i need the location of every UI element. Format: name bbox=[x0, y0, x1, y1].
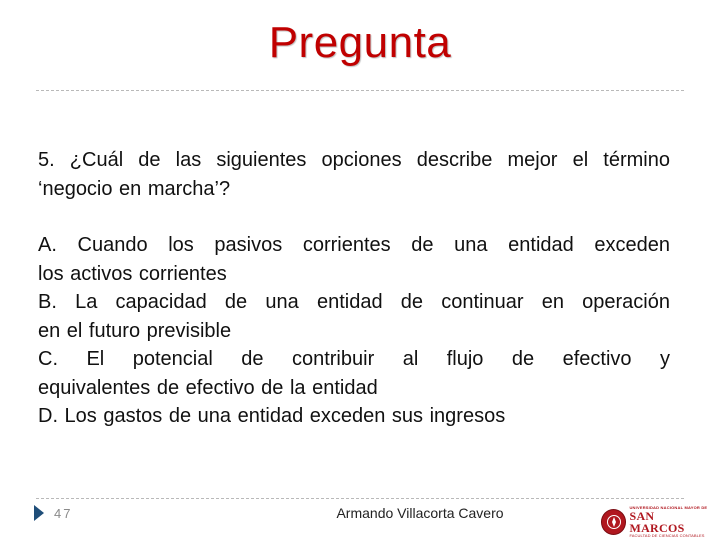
bottom-divider bbox=[36, 498, 684, 499]
university-seal-icon bbox=[601, 509, 626, 535]
logo-main-text: SAN MARCOS bbox=[629, 509, 685, 535]
logo-sub-text: FACULTAD DE CIENCIAS CONTABLES bbox=[629, 533, 705, 538]
options-list bbox=[38, 231, 670, 431]
top-divider bbox=[36, 90, 684, 91]
logo-wordmark bbox=[629, 506, 711, 538]
option-c-line1: C. El potencial de contribuir al flujo de efectivo y bbox=[38, 348, 670, 370]
option-a-line2: los activos corrientes bbox=[38, 262, 227, 285]
play-arrow-icon bbox=[34, 505, 44, 521]
slide-title: Pregunta bbox=[268, 18, 452, 67]
page-number: 47 bbox=[54, 505, 73, 521]
option-d-line1: D. Los gastos de una entidad exceden sus ingresos bbox=[38, 405, 506, 427]
question-text: 5. ¿Cuál de las siguientes opciones describe mejor el término ‘negocio en marcha’? bbox=[38, 149, 670, 200]
logo-top-text: UNIVERSIDAD NACIONAL MAYOR DE bbox=[629, 505, 708, 510]
page-indicator bbox=[34, 505, 72, 521]
option-c-line2: equivalentes de efectivo de la entidad bbox=[38, 376, 378, 399]
university-logo bbox=[601, 505, 711, 538]
option-b-line2: en el futuro previsible bbox=[38, 319, 232, 342]
option-b-line1: B. La capacidad de una entidad de continuar en operación bbox=[38, 291, 670, 313]
author-name: Armando Villacorta Cavero bbox=[336, 505, 504, 521]
option-a-line1: A. Cuando los pasivos corrientes de una entidad exceden bbox=[38, 234, 670, 256]
